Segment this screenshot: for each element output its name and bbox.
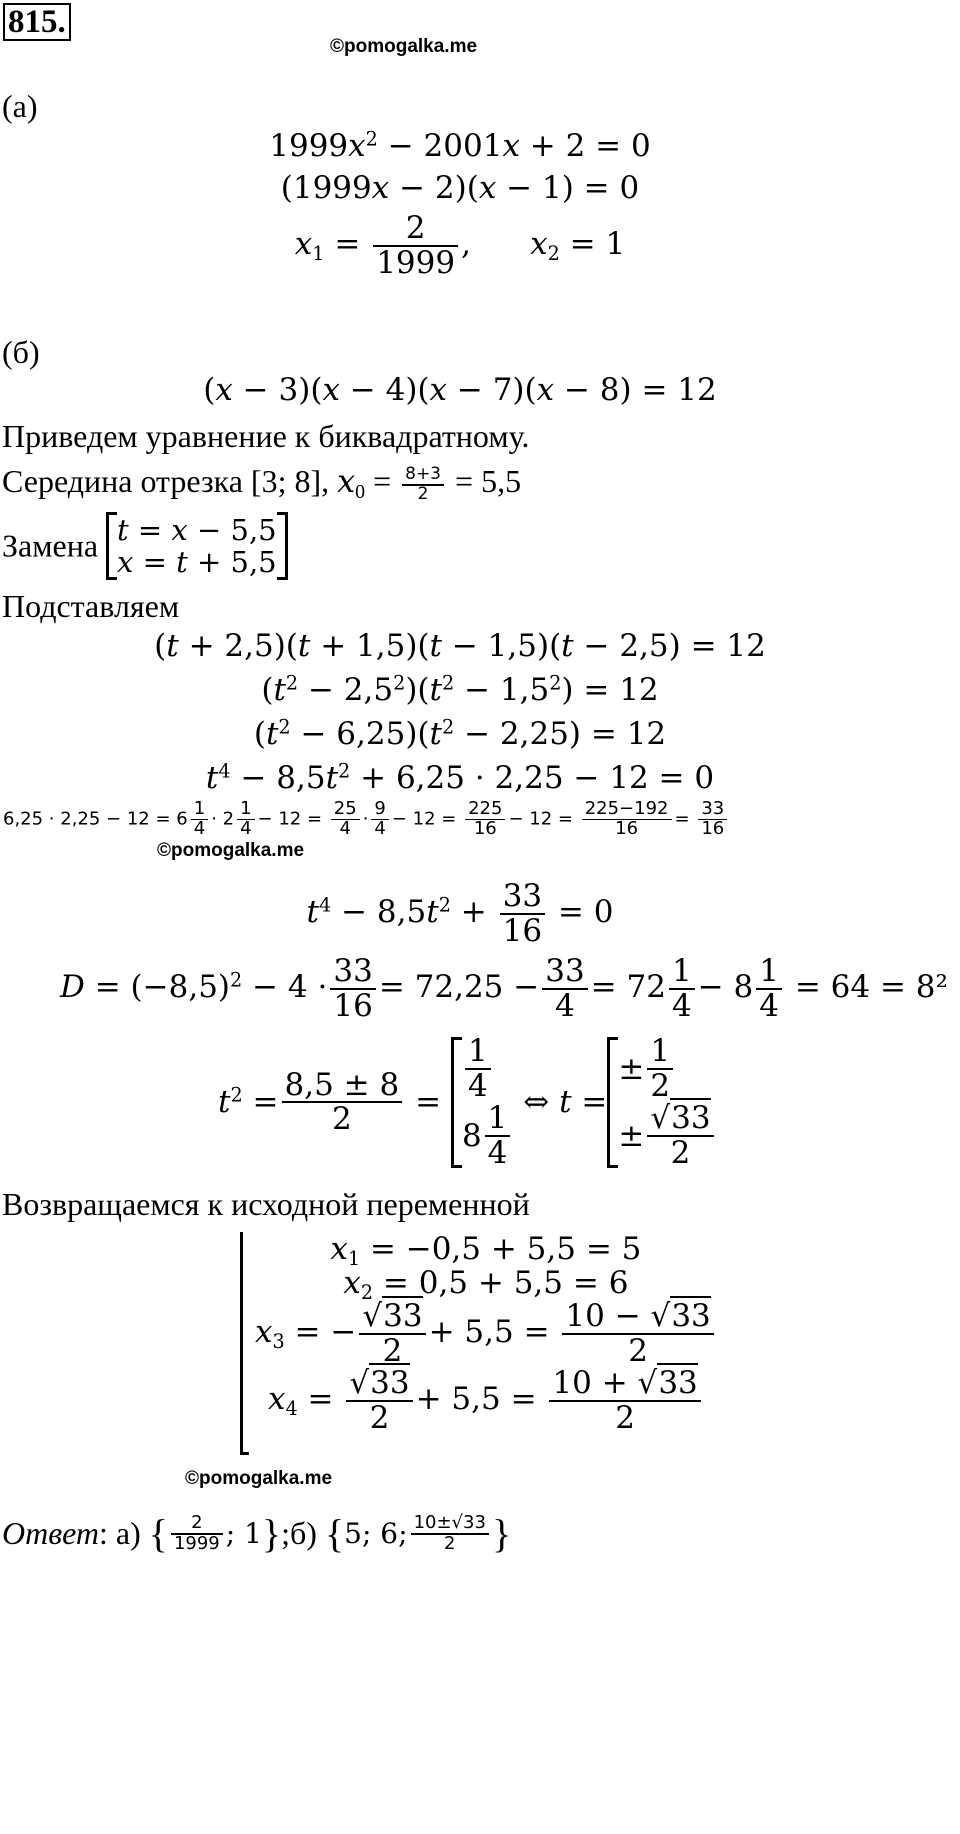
root1-fraction: $\frac{2}{1999}$ xyxy=(373,212,458,279)
text-reduce: Приведем уравнение к биквадратному. xyxy=(2,418,530,454)
step-3: $(t^2 - 6,25)(t^2 - 2,25) = 12$ xyxy=(253,715,667,752)
part-a-roots: $x_1$ = $\frac{2}{1999}$ , $x_2 = 1$ xyxy=(294,210,626,281)
watermark-2: ©pomogalka.me xyxy=(157,840,305,861)
text-midpoint: Середина отрезка [3; 8], $x_0$ = $\frac{8+3}{2}$ = 5,5 xyxy=(2,462,522,504)
watermark: ©pomogalka.me xyxy=(330,36,478,57)
x-solutions: $x_1 = -0,5 + 5,5 = 5$ $x_2 = 0,5 + 5,5 = 6$ $x_3$ = − $\frac{√33}{2}$ + 5,5 = $\frac{10 - √33}{2}$ $x_4$ = $\frac{√33}{2}$ + 5,5 = $\frac{10 + √33}{2}$ xyxy=(240,1232,717,1455)
biquadratic-equation: $t^4 - 8,5t^2$ + $\frac{33}{16}$ = 0 xyxy=(306,878,614,949)
problem-number: 815. xyxy=(3,3,71,41)
text-substitution: Замена t = x − 5,5 x = t + 5,5 xyxy=(2,512,288,580)
calculation-line: 6,25 · 2,25 − 12 = 6 $\frac{1}{4}$ · 2 $\frac{1}{4}$ − 12 = $\frac{25}{4}$ · $\frac{9}{4}$ − 12 = $\frac{225}{16}$ − 12 = $\frac{225-192}{16}$ = $\frac{33}{16}$ xyxy=(3,800,730,839)
step-1: (t + 2,5)(t + 1,5)(t − 1,5)(t − 2,5) = 12 xyxy=(154,628,766,664)
step-4: $t^4 - 8,5t^2 + 6,25 \cdot 2,25 - 12 = 0$ xyxy=(205,759,715,796)
text-return: Возвращаемся к исходной переменной xyxy=(2,1186,530,1222)
part-b-label: (б) xyxy=(2,334,40,370)
text-substituting: Подставляем xyxy=(2,588,180,624)
part-a-label: (а) xyxy=(2,88,38,124)
part-b-equation: (x − 3)(x − 4)(x − 7)(x − 8) = 12 xyxy=(203,372,717,408)
step-2: $(t^2 - 2,5^2)(t^2 - 1,5^2) = 12$ xyxy=(261,671,659,708)
watermark-3: ©pomogalka.me xyxy=(185,1468,333,1489)
part-a-equation-2: (1999x − 2)(x − 1) = 0 xyxy=(280,170,640,206)
t-solutions: $t^2$ = $\frac{8,5 \pm 8}{2}$ = $\frac{1}{4}$ 8 $\frac{1}{4}$ ⇔ t = ± $\frac{1}{2}$ ± $\frac{√33}{2}$ xyxy=(218,1035,717,1169)
answer-line: Ответ : а) { $\frac{2}{1999}$ ; 1 } ; б) { 5; 6; $\frac{10\pm√33}{2}$ } xyxy=(2,1511,512,1556)
part-a-equation-1: $1999x^2 - 2001x + 2 = 0$ xyxy=(269,127,651,164)
discriminant: $D = (-8,5)^2 - 4$ · $\frac{33}{16}$ = 72,25 − $\frac{33}{4}$ = 72 $\frac{1}{4}$ − 8 $\frac{1}{4}$ = 64 = 8² xyxy=(60,953,948,1024)
